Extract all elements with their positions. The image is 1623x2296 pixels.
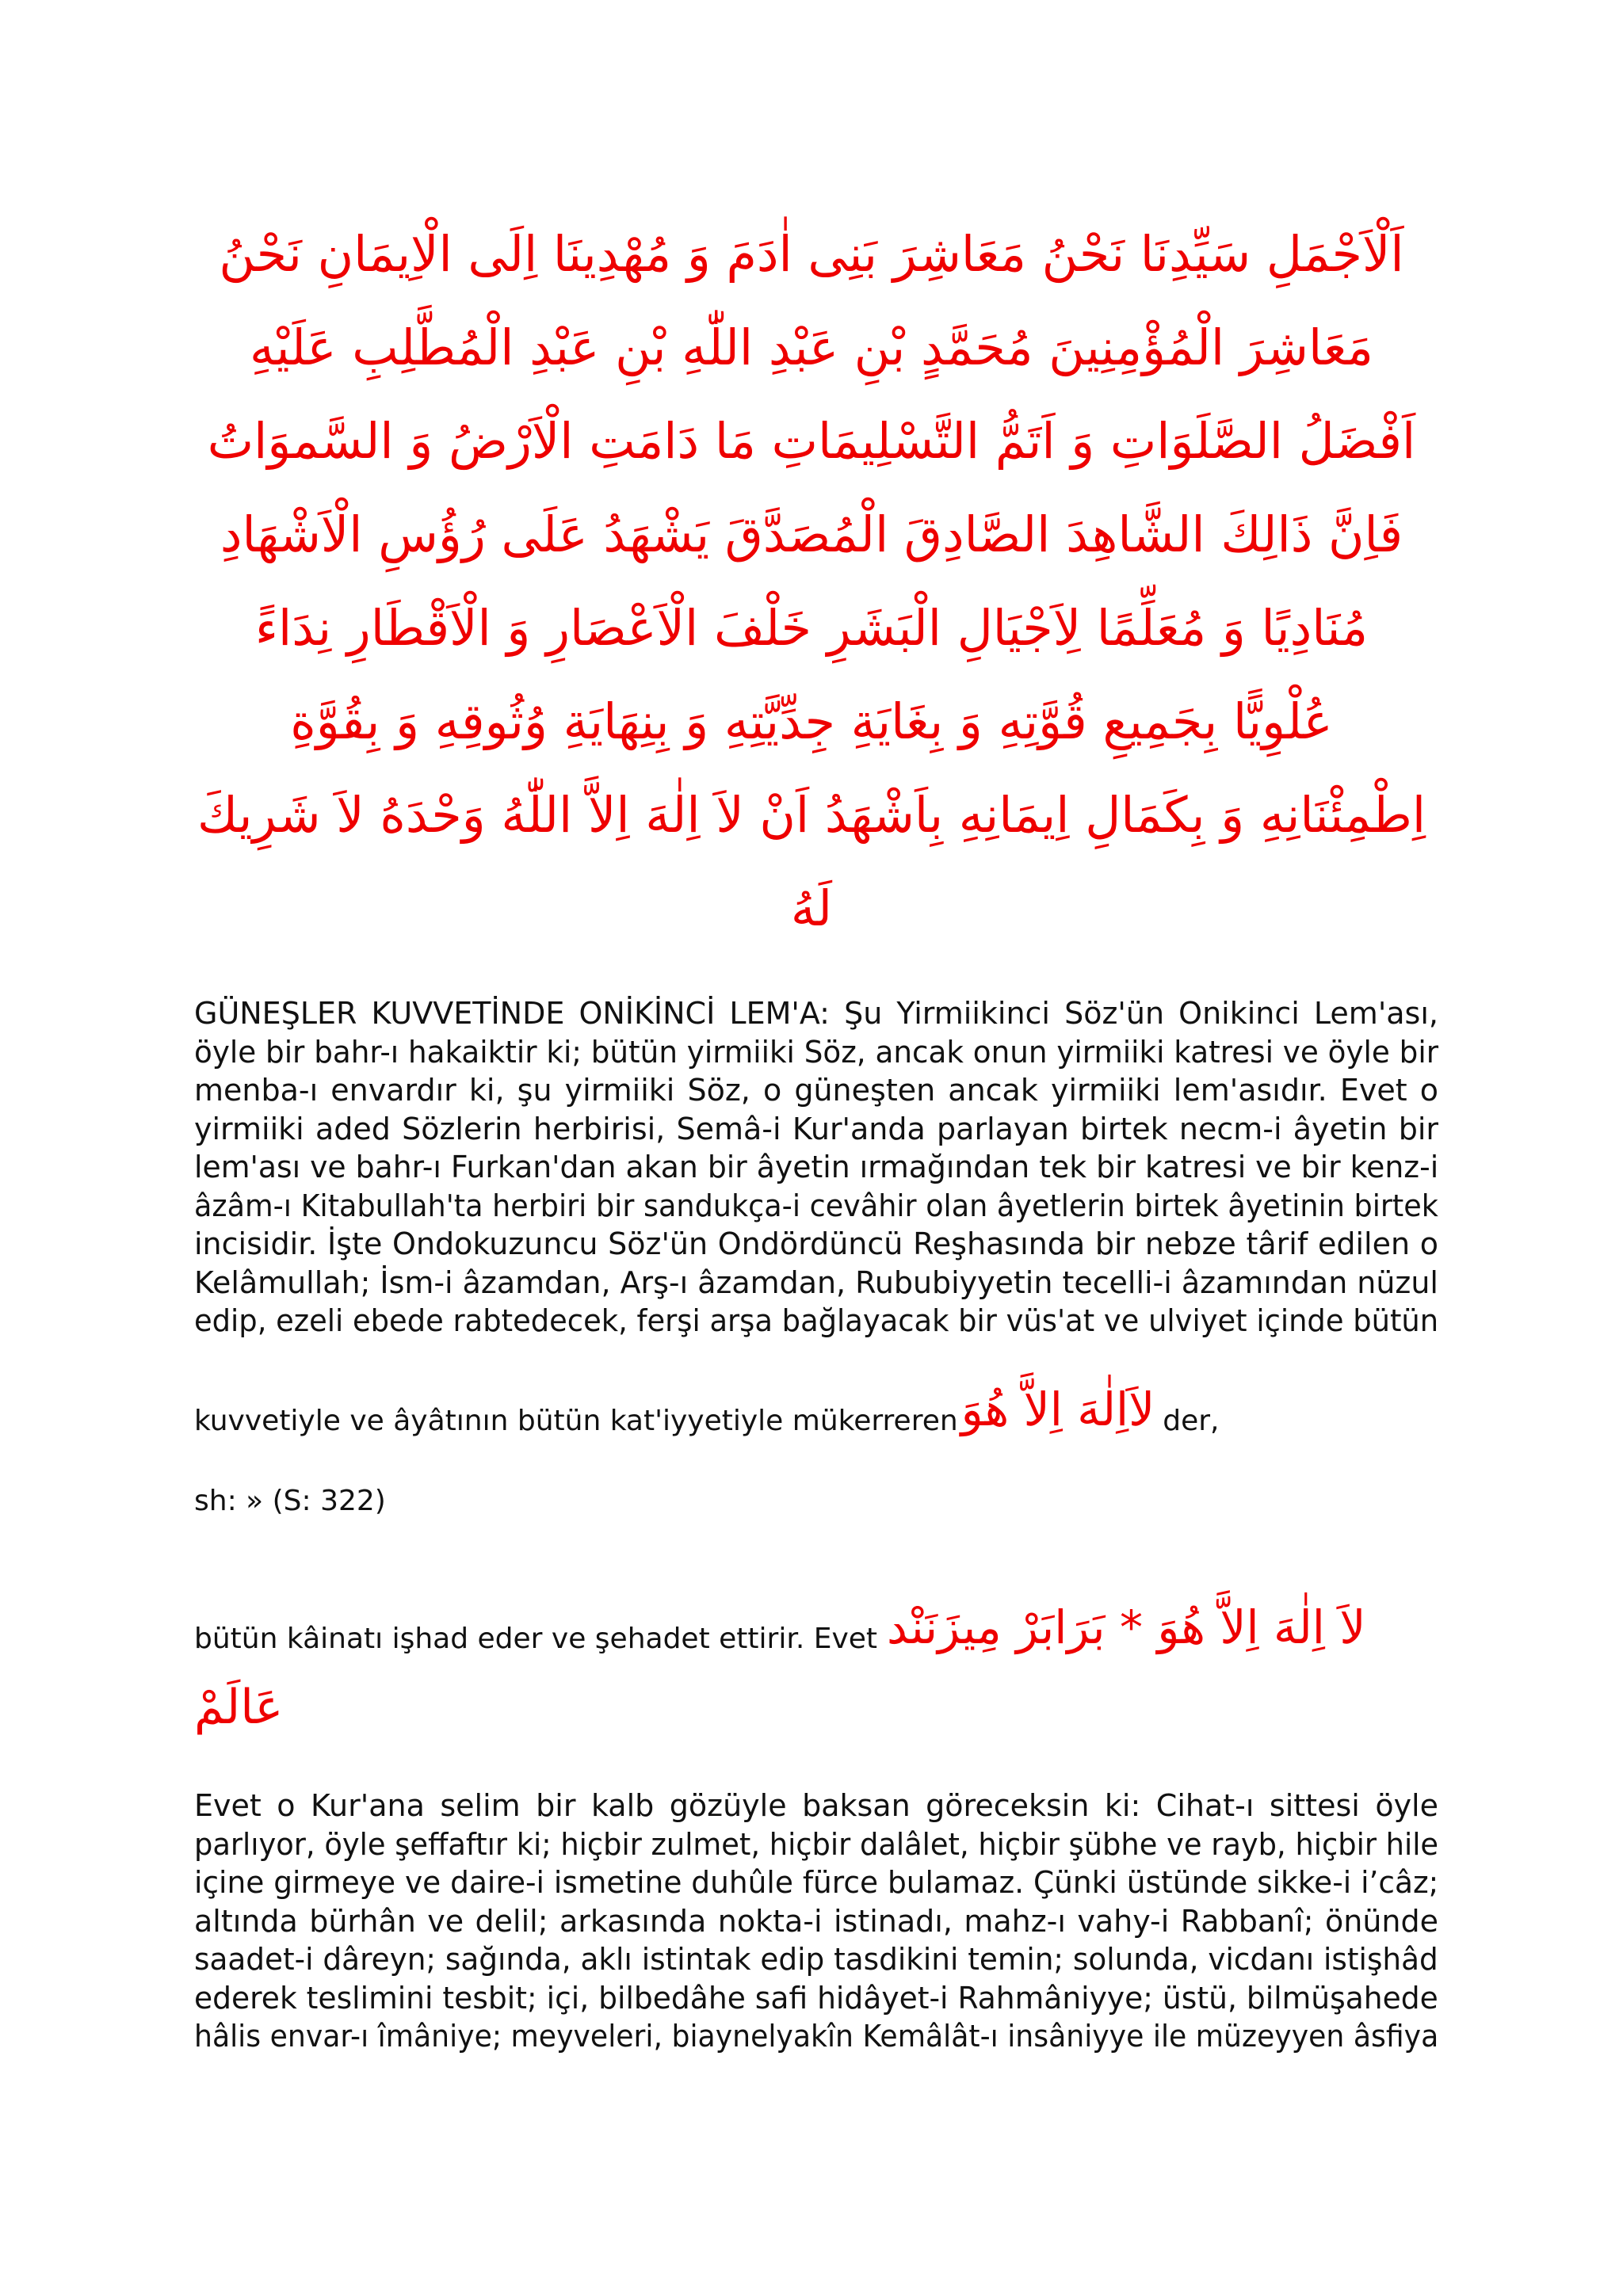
arabic-line: اَلْاَجْمَلِ سَيِّدِنَا نَحْنُ مَعَاشِرَ بَنِى اٰدَمَ وَ مُهْدِينَا اِلَى الْاِيمَانِ نَحْنُ — [219, 225, 1404, 283]
text-segment: kuvvetiyle ve âyâtının bütün kat'iyyetiyle mükerreren — [194, 1405, 958, 1437]
text-line: menba-ı envardır ki, şu yirmiiki Söz, o güneşten ancak yirmiiki lem'asıdır. Evet o — [194, 1073, 1438, 1108]
text-line: lem'ası ve bahr-ı Furkan'dan akan bir âyetin ırmağından tek bir katresi ve bir kenz-i — [194, 1150, 1439, 1184]
text-line: içine girmeye ve daire-i ismetine duhûle fürce bulamaz. Çünki üstünde sikke-i i’câz; — [194, 1865, 1439, 1900]
arabic-inline: لاَاِلٰهَ اِلاَّ هُوَ — [960, 1383, 1155, 1436]
text-line: GÜNEŞLER KUVVETİNDE ONİKİNCİ LEM'A: Şu Yirmiikinci Söz'ün Onikinci Lem'ası, — [194, 996, 1438, 1031]
text-line: âzâm-ı Kitabullah'ta herbiri bir sandukça-i cevâhir olan âyetlerin birtek âyetinin birtek — [194, 1188, 1438, 1223]
page-reference: sh: » (S: 322) — [194, 1485, 386, 1517]
text-line: altında bürhân ve delil; arkasında nokta-i istinadı, mahz-ı vahy-i Rabbanî; önünde — [194, 1903, 1438, 1939]
text-line: öyle bir bahr-ı hakaiktir ki; bütün yirmiiki Söz, ancak onun yirmiiki katresi ve öyle bir — [194, 1034, 1439, 1070]
arabic-line: مَعَاشِرَ الْمُؤْمِنِينَ مُحَمَّدٍ بْنِ عَبْدِ اللّٰهِ بْنِ عَبْدِ الْمُطَّلِبِ عَلَيْهِ — [250, 318, 1373, 376]
arabic-line: اِطْمِئْنَانِهِ وَ بِكَمَالِ اِيمَانِهِ بِاَشْهَدُ اَنْ لاَ اِلٰهَ اِلاَّ اللّٰهُ وَحْدَهُ لاَ شَرِيكَ — [197, 786, 1426, 844]
arabic-line: عُلْوِيًّا بِجَمِيعِ قُوَّتِهِ وَ بِغَايَةِ جِدِّيَّتِهِ وَ بِنِهَايَةِ وُثُوقِهِ وَ بِقُوَّةِ — [290, 692, 1333, 750]
arabic-verse-block — [182, 208, 1441, 955]
arabic-word-alem: عَالَمْ — [194, 1680, 284, 1735]
text-line: yirmiiki aded Sözlerin herbirisi, Semâ-i Kur'anda parlayan birtek necm-i âyetin bir — [194, 1111, 1438, 1146]
text-line: edip, ezeli ebede rabtedecek, ferşi arşa bağlayacak bir vüs'at ve ulviyet içinde bütün — [194, 1303, 1439, 1338]
arabic-line: فَاِنَّ ذَالِكَ الشَّاهِدَ الصَّادِقَ الْمُصَدَّقَ يَشْهَدُ عَلَى رُؤُسِ الْاَشْهَادِ — [220, 505, 1403, 563]
arabic-line: مُنَادِيًا وَ مُعَلِّمًا لِاَجْيَالِ الْبَشَرِ خَلْفَ الْاَعْصَارِ وَ الْاَقْطَارِ نِدَاءً — [254, 599, 1369, 657]
paragraph-kuran — [194, 1787, 1438, 2056]
text-line: Kelâmullah; İsm-i âzamdan, Arş-ı âzamdan, Rububiyyetin tecelli-i âzamından nüzul — [194, 1264, 1438, 1300]
text-segment: bütün kâinatı işhad eder ve şehadet ettirir. Evet — [194, 1623, 878, 1655]
text-segment: der, — [1163, 1405, 1220, 1437]
line-kuvvetiyle — [194, 1383, 1220, 1437]
text-line: ederek teslimini tesbit; içi, bilbedâhe safi hidâyet-i Rahmâniyye; üstü, bilmüşahede — [194, 1980, 1438, 2016]
text-line: saadet-i dâreyn; sağında, aklı istintak edip tasdikini temin; solunda, vicdanı istişhâd — [194, 1942, 1438, 1977]
arabic-line: اَفْضَلُ الصَّلَوَاتِ وَ اَتَمُّ التَّسْلِيمَاتِ مَا دَامَتِ الْاَرْضُ وَ السَّموَاتُ — [207, 412, 1416, 470]
text-line: hâlis envar-ı îmâniye; meyveleri, biaynelyakîn Kemâlât-ı insâniyye ile müzeyyen âsfiya — [194, 2019, 1439, 2054]
paragraph-lem-a — [194, 994, 1438, 1341]
arabic-line: لَهُ — [790, 879, 833, 937]
text-line: Evet o Kur'ana selim bir kalb gözüyle baksan göreceksin ki: Cihat-ı sittesi öyle — [194, 1788, 1438, 1823]
text-line: parlıyor, öyle şeffaftır ki; hiçbir zulmet, hiçbir dalâlet, hiçbir şübhe ve rayb, hiçbir hile — [194, 1826, 1439, 1862]
arabic-inline: لاَ اِلٰهَ اِلاَّ هُوَ * بَرَابَرْ مِيزَنَنْد — [887, 1600, 1366, 1654]
line-butun-kainati — [194, 1600, 1365, 1655]
text-line: incisidir. İşte Ondokuzuncu Söz'ün Ondördüncü Reşhasında bir nebze târif edilen o — [194, 1226, 1438, 1261]
